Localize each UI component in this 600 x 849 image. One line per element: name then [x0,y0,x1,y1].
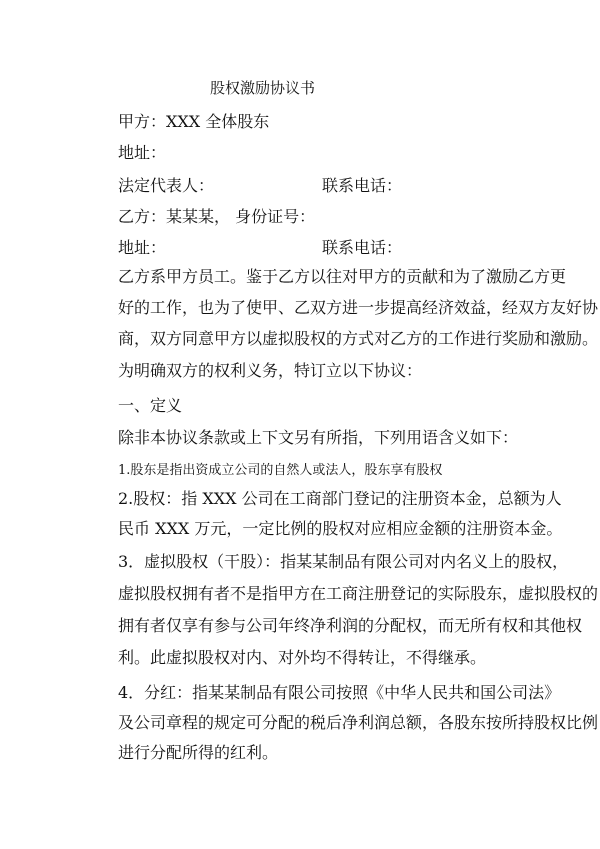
definition-2-line-1: 2.股权：指 XXX 公司在工商部门登记的注册资本金，总额为人 [118,489,562,508]
phone-label-1: 联系电话： [322,176,403,195]
definition-3-line-1: 3．虚拟股权（干股）：指某某制品有限公司对内名义上的股权， [118,552,569,571]
definition-4-line-3: 进行分配所得的红利。 [118,743,279,762]
definition-3-line-3: 拥有者仅享有参与公司年终净利润的分配权，而无所有权和其他权 [118,616,583,635]
intro-line-4: 为明确双方的权利义务，特订立以下协议： [118,361,423,380]
definition-1: 1.股东是指出资成立公司的自然人或法人，股东享有股权 [118,463,443,478]
definition-2-line-2: 民币 XXX 万元，一定比例的股权对应相应金额的注册资本金。 [118,519,563,538]
definition-3-line-4: 利。此虚拟股权对内、对外均不得转让，不得继承。 [118,648,487,667]
party-a-line: 甲方：XXX 全体股东 [118,112,270,131]
address-line-2: 地址： [118,238,167,257]
definition-4-line-1: 4．分红：指某某制品有限公司按照《中华人民共和国公司法》 [118,683,561,702]
definition-3-line-2: 虚拟股权拥有者不是指甲方在工商注册登记的实际股东，虚拟股权的 [118,584,599,603]
phone-label-2: 联系电话： [322,238,403,257]
legal-representative-label: 法定代表人： [118,176,215,195]
intro-line-1: 乙方系甲方员工。鉴于乙方以往对甲方的贡献和为了激励乙方更 [118,267,567,286]
party-b-line: 乙方：某某某， 身份证号： [118,207,316,226]
section-1-intro: 除非本协议条款或上下文另有所指，下列用语含义如下： [118,428,519,447]
address-line-1: 地址： [118,143,167,162]
section-1-heading: 一、定义 [118,396,183,415]
intro-line-2: 好的工作，也为了使甲、乙双方进一步提高经济效益，经双方友好协 [118,298,599,317]
definition-4-line-2: 及公司章程的规定可分配的税后净利润总额，各股东按所持股权比例 [118,713,599,732]
document-title: 股权激励协议书 [210,79,316,97]
intro-line-3: 商，双方同意甲方以虚拟股权的方式对乙方的工作进行奖励和激励。 [118,329,599,348]
